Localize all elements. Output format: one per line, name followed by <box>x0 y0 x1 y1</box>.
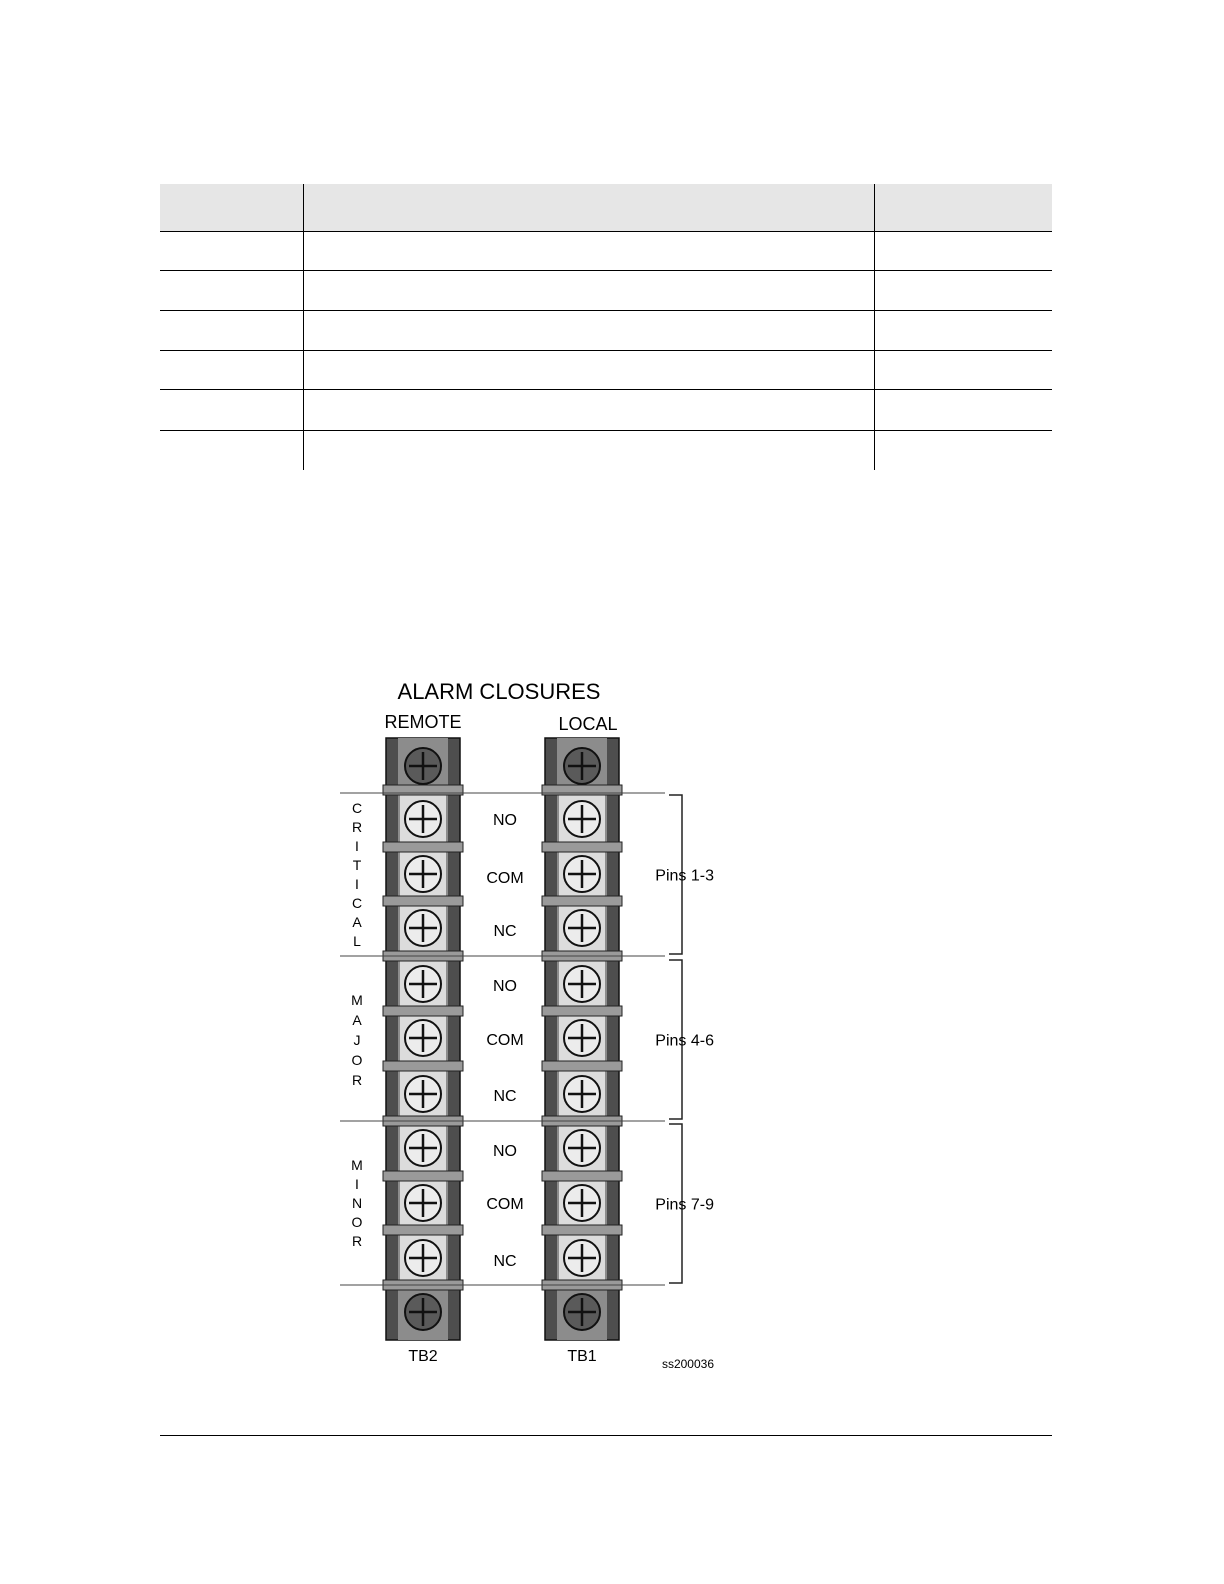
group-letter: A <box>352 914 362 930</box>
table-rule <box>160 389 1052 390</box>
contact-label-nc: NC <box>493 1253 517 1270</box>
group-letter: M <box>351 1157 363 1173</box>
group-letter: A <box>352 1012 362 1028</box>
terminal-screw <box>405 1130 441 1166</box>
group-letter: M <box>351 992 363 1008</box>
contact-label-no: NO <box>493 812 517 829</box>
end-screw <box>405 748 441 784</box>
block-separator <box>383 1006 463 1016</box>
group-letter: R <box>351 819 363 835</box>
figure-id: ss200036 <box>661 1357 714 1371</box>
pins-label: Pins 4-6 <box>655 1032 714 1050</box>
pin-bracket <box>655 960 714 1119</box>
tb1-label: TB1 <box>567 1348 597 1365</box>
terminal-screw <box>564 801 600 837</box>
group-letter: R <box>351 1233 363 1249</box>
table-column-divider <box>303 184 304 470</box>
group-letter: C <box>351 800 363 816</box>
contact-labels <box>486 812 523 1270</box>
group-letter: C <box>351 895 363 911</box>
terminal-screw <box>405 1020 441 1056</box>
terminal-screw <box>405 966 441 1002</box>
contact-label-no: NO <box>493 978 517 995</box>
group-letter: I <box>355 876 359 892</box>
table-header-row <box>160 184 1052 232</box>
group-letter: O <box>351 1214 363 1230</box>
table-rule <box>160 270 1052 271</box>
block-separator <box>383 1061 463 1071</box>
terminal-screw <box>405 1240 441 1276</box>
group-name-critical <box>352 800 362 949</box>
alarm-table <box>160 184 1052 470</box>
table-rule <box>160 430 1052 431</box>
contact-label-com: COM <box>486 870 524 887</box>
pins-label: Pins 7-9 <box>655 1196 714 1214</box>
end-screw <box>564 1294 600 1330</box>
local-label: LOCAL <box>558 714 618 734</box>
end-screw <box>564 748 600 784</box>
group-letter: N <box>351 1195 363 1211</box>
group-letter: L <box>353 933 361 949</box>
alarm-closures-figure <box>330 670 730 1380</box>
figure-title: ALARM CLOSURES <box>397 679 601 704</box>
block-separator <box>383 1225 463 1235</box>
table-rule <box>160 310 1052 311</box>
contact-label-nc: NC <box>493 1088 517 1105</box>
group-letter: R <box>351 1072 363 1088</box>
terminal-screw <box>564 1020 600 1056</box>
terminal-screw <box>405 910 441 946</box>
group-name-minor <box>351 1157 363 1249</box>
remote-label: REMOTE <box>384 712 462 732</box>
group-letter: T <box>352 857 362 873</box>
block-separator <box>542 1061 622 1071</box>
terminal-screw <box>405 1185 441 1221</box>
terminal-screw <box>405 1076 441 1112</box>
group-names <box>351 800 363 1249</box>
terminal-screw <box>564 966 600 1002</box>
block-separator <box>542 1225 622 1235</box>
contact-label-no: NO <box>493 1143 517 1160</box>
table-rule <box>160 350 1052 351</box>
terminal-screw <box>564 1240 600 1276</box>
terminal-screw <box>405 801 441 837</box>
pin-brackets <box>655 795 714 1283</box>
block-separator <box>542 896 622 906</box>
group-letter: J <box>353 1032 361 1048</box>
terminal-screw <box>564 856 600 892</box>
table-column-divider <box>874 184 875 470</box>
pin-bracket <box>655 795 714 954</box>
block-separator <box>383 896 463 906</box>
terminal-block-tb1 <box>542 738 622 1340</box>
terminal-screw <box>564 1130 600 1166</box>
contact-label-com: COM <box>486 1032 524 1049</box>
terminal-screw <box>564 1076 600 1112</box>
block-separator <box>542 842 622 852</box>
block-separator <box>383 842 463 852</box>
terminal-block-diagram <box>330 670 730 1380</box>
terminal-screw <box>564 1185 600 1221</box>
table-rule <box>160 231 1052 232</box>
pins-label: Pins 1-3 <box>655 867 714 885</box>
contact-label-nc: NC <box>493 923 517 940</box>
pin-bracket <box>655 1124 714 1283</box>
footer-rule <box>160 1435 1052 1436</box>
contact-label-com: COM <box>486 1196 524 1213</box>
group-letter: I <box>355 1176 359 1192</box>
end-screw <box>405 1294 441 1330</box>
group-name-major <box>351 992 363 1088</box>
group-letter: O <box>351 1052 363 1068</box>
tb2-label: TB2 <box>408 1348 438 1365</box>
block-separator <box>383 1171 463 1181</box>
block-separator <box>542 1006 622 1016</box>
terminal-screw <box>405 856 441 892</box>
group-letter: I <box>355 838 359 854</box>
terminal-screw <box>564 910 600 946</box>
terminal-block-tb2 <box>383 738 463 1340</box>
block-separator <box>542 1171 622 1181</box>
